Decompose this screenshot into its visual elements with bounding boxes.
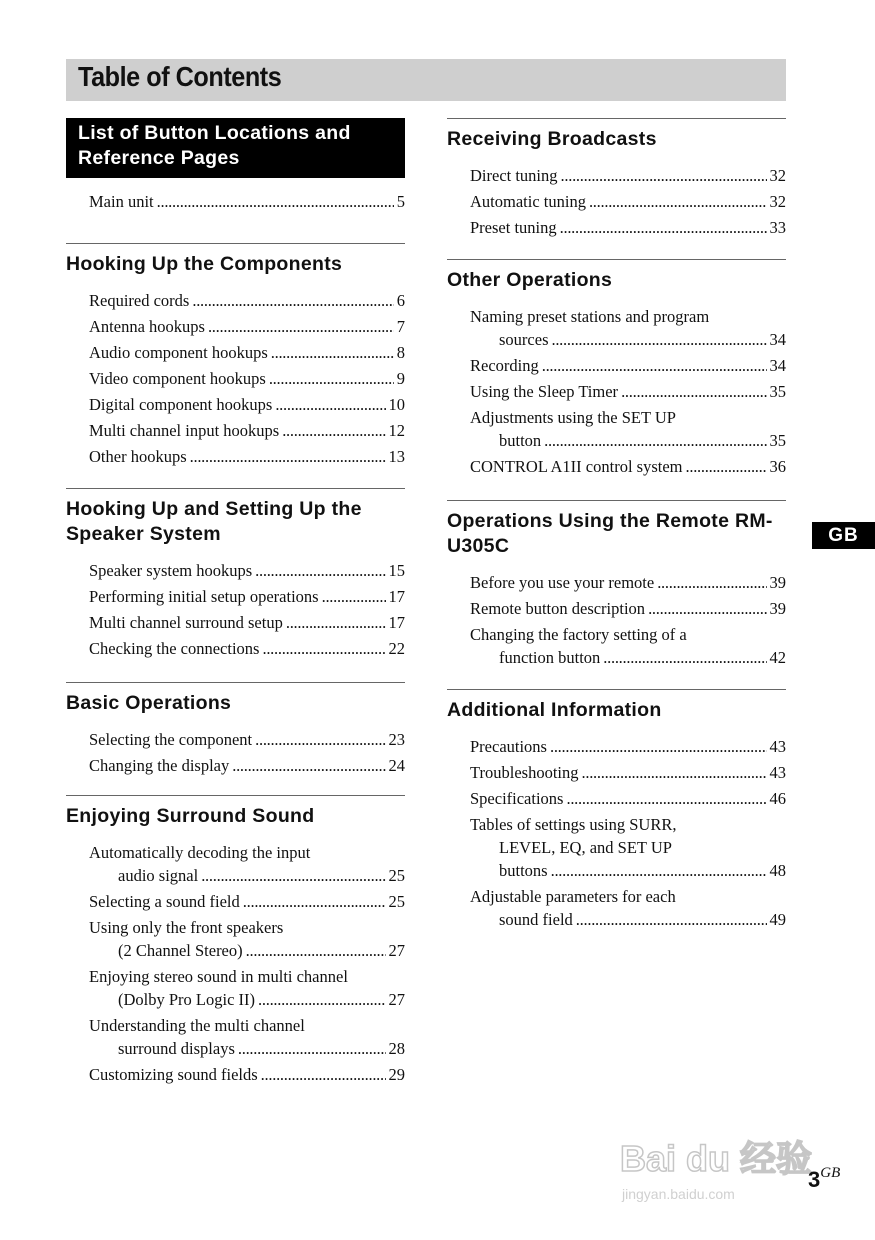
entry-page: 10 xyxy=(388,395,405,414)
section-heading: Receiving Broadcasts xyxy=(447,128,657,150)
entry-title: Selecting a sound field xyxy=(89,892,240,911)
dot-leader xyxy=(255,728,385,751)
entry-list xyxy=(66,829,405,1086)
toc-section xyxy=(447,500,786,669)
entry-list xyxy=(447,559,786,669)
entry-page: 22 xyxy=(388,639,405,658)
entry-continuation xyxy=(470,328,786,351)
watermark-url: jingyan.baidu.com xyxy=(622,1186,735,1202)
section-heading: Other Operations xyxy=(447,269,613,291)
entry-page: 35 xyxy=(769,382,786,401)
entry-page: 46 xyxy=(769,789,786,808)
language-tab: GB xyxy=(812,522,875,549)
dot-leader xyxy=(262,637,385,660)
dot-leader xyxy=(255,559,385,582)
entry-page: 35 xyxy=(769,431,786,450)
toc-entry[interactable] xyxy=(89,190,405,213)
dot-leader xyxy=(589,190,767,213)
toc-entry[interactable] xyxy=(470,164,786,187)
entry-continuation xyxy=(470,429,786,452)
entry-title: Recording xyxy=(470,356,539,375)
entry-page: 6 xyxy=(396,291,405,310)
dot-leader xyxy=(201,864,385,887)
entry-title: Before you use your remote xyxy=(470,573,655,592)
dot-leader xyxy=(238,1037,386,1060)
dot-leader xyxy=(157,190,394,213)
entry-continuation xyxy=(470,646,786,669)
toc-entry[interactable] xyxy=(89,559,405,582)
entry-title: Remote button description xyxy=(470,599,646,618)
section-heading: Basic Operations xyxy=(66,692,232,714)
entry-title-cont: button xyxy=(499,431,542,450)
entry-title: Changing the display xyxy=(89,756,230,775)
entry-title-cont: audio signal xyxy=(118,866,199,885)
dot-leader xyxy=(208,315,394,338)
dot-leader xyxy=(648,597,766,620)
entry-page: 34 xyxy=(769,330,786,349)
toc-entry[interactable] xyxy=(89,728,405,751)
entry-page: 15 xyxy=(388,561,405,580)
entry-page: 9 xyxy=(396,369,405,388)
dot-leader xyxy=(551,328,766,351)
entry-page: 17 xyxy=(388,587,405,606)
toc-entry[interactable] xyxy=(470,813,786,882)
entry-page: 5 xyxy=(396,192,405,211)
entry-list xyxy=(66,547,405,660)
entry-page: 23 xyxy=(388,730,405,749)
entry-page: 27 xyxy=(388,990,405,1009)
entry-title: Speaker system hookups xyxy=(89,561,253,580)
dot-leader xyxy=(243,890,386,913)
dot-leader xyxy=(246,939,386,962)
toc-entry[interactable] xyxy=(470,735,786,758)
entry-list xyxy=(66,277,405,468)
dot-leader xyxy=(576,908,767,931)
toc-section xyxy=(447,259,786,478)
toc-entry[interactable] xyxy=(89,754,405,777)
dot-leader xyxy=(561,164,767,187)
entry-page: 33 xyxy=(769,218,786,237)
toc-entry[interactable] xyxy=(470,380,786,403)
dot-leader xyxy=(542,354,767,377)
entry-list xyxy=(66,178,405,213)
entry-title: Automatic tuning xyxy=(470,192,586,211)
dot-leader xyxy=(582,761,767,784)
section-heading: Hooking Up the Components xyxy=(66,253,343,275)
entry-page: 29 xyxy=(388,1065,405,1084)
entry-page: 49 xyxy=(769,910,786,929)
entry-page: 43 xyxy=(769,737,786,756)
toc-entry[interactable] xyxy=(89,1014,405,1060)
entry-page: 48 xyxy=(769,861,786,880)
dot-leader xyxy=(258,988,385,1011)
section-heading: Enjoying Surround Sound xyxy=(66,805,315,827)
entry-title: Preset tuning xyxy=(470,218,557,237)
entry-title: Performing initial setup operations xyxy=(89,587,319,606)
entry-title: Precautions xyxy=(470,737,547,756)
toc-entry[interactable] xyxy=(89,445,405,468)
entry-title: Automatically decoding the input xyxy=(89,843,311,862)
page-number-suffix: GB xyxy=(820,1165,841,1181)
dot-leader xyxy=(269,367,394,390)
entry-title: Adjustments using the SET UP xyxy=(470,408,676,427)
toc-entry[interactable] xyxy=(470,571,786,594)
right-column xyxy=(447,118,786,934)
toc-entry[interactable] xyxy=(89,965,405,1011)
toc-entry[interactable] xyxy=(470,597,786,620)
toc-section xyxy=(66,682,405,777)
entry-title: CONTROL A1II control system xyxy=(470,457,683,476)
dot-leader xyxy=(261,1063,386,1086)
toc-section xyxy=(66,488,405,660)
entry-title-cont: LEVEL, EQ, and SET UP xyxy=(499,838,672,857)
toc-entry[interactable] xyxy=(89,916,405,962)
toc-section xyxy=(447,689,786,931)
entry-title: Checking the connections xyxy=(89,639,260,658)
entry-title: Required cords xyxy=(89,291,190,310)
toc-entry[interactable] xyxy=(470,305,786,351)
dot-leader xyxy=(286,611,386,634)
toc-section xyxy=(66,118,405,213)
toc-entry[interactable] xyxy=(470,787,786,810)
dot-leader xyxy=(621,380,766,403)
watermark-brand: Bai du 经验 xyxy=(620,1138,813,1179)
entry-continuation xyxy=(89,988,405,1011)
entry-title: Selecting the component xyxy=(89,730,253,749)
dot-leader xyxy=(566,787,766,810)
entry-continuation xyxy=(89,864,405,887)
entry-title: Direct tuning xyxy=(470,166,558,185)
dot-leader xyxy=(551,859,767,882)
entry-title: Using the Sleep Timer xyxy=(470,382,619,401)
dot-leader xyxy=(603,646,766,669)
entry-title: Naming preset stations and program xyxy=(470,307,710,326)
entry-page: 43 xyxy=(769,763,786,782)
entry-title: Multi channel surround setup xyxy=(89,613,283,632)
entry-continuation xyxy=(89,1037,405,1060)
toc-entry[interactable] xyxy=(89,585,405,608)
toc-entry[interactable] xyxy=(89,289,405,312)
section-heading: List of Button Locations and Reference Pages xyxy=(66,118,405,178)
entry-title: Tables of settings using SURR, xyxy=(470,815,677,834)
toc-entry[interactable] xyxy=(89,1063,405,1086)
entry-continuation xyxy=(470,859,786,882)
toc-entry[interactable] xyxy=(470,190,786,213)
entry-title-cont: buttons xyxy=(499,861,548,880)
toc-entry[interactable] xyxy=(89,841,405,887)
dot-leader xyxy=(192,289,393,312)
entry-page: 7 xyxy=(396,317,405,336)
entry-title: Customizing sound fields xyxy=(89,1065,258,1084)
entry-list xyxy=(447,723,786,931)
entry-page: 42 xyxy=(769,648,786,667)
entry-page: 39 xyxy=(769,573,786,592)
toc-entry[interactable] xyxy=(89,890,405,913)
entry-page: 8 xyxy=(396,343,405,362)
entry-title: Other hookups xyxy=(89,447,187,466)
toc-entry[interactable] xyxy=(89,341,405,364)
entry-title-cont: sources xyxy=(499,330,549,349)
dot-leader xyxy=(686,455,767,478)
toc-entry[interactable] xyxy=(89,419,405,442)
section-heading: Hooking Up and Setting Up the Speaker System xyxy=(66,498,362,545)
dot-leader xyxy=(232,754,385,777)
entry-list xyxy=(66,716,405,777)
entry-page: 13 xyxy=(388,447,405,466)
entry-title: Using only the front speakers xyxy=(89,918,284,937)
page-number xyxy=(808,1167,840,1193)
toc-entry[interactable] xyxy=(470,455,786,478)
toc-entry[interactable] xyxy=(89,611,405,634)
dot-leader xyxy=(657,571,766,594)
entry-title: Digital component hookups xyxy=(89,395,273,414)
toc-section xyxy=(66,243,405,468)
entry-list xyxy=(447,293,786,478)
entry-title-cont: function button xyxy=(499,648,601,667)
dot-leader xyxy=(322,585,386,608)
entry-title: Video component hookups xyxy=(89,369,266,388)
entry-page: 17 xyxy=(388,613,405,632)
entry-title: Specifications xyxy=(470,789,564,808)
entry-page: 32 xyxy=(769,166,786,185)
toc-entry[interactable] xyxy=(470,406,786,452)
entry-continuation xyxy=(89,939,405,962)
entry-page: 24 xyxy=(388,756,405,775)
entry-title: Troubleshooting xyxy=(470,763,579,782)
entry-title: Enjoying stereo sound in multi channel xyxy=(89,967,348,986)
dot-leader xyxy=(282,419,385,442)
toc-section xyxy=(66,795,405,1086)
toc-entry[interactable] xyxy=(89,315,405,338)
dot-leader xyxy=(560,216,767,239)
entry-page: 28 xyxy=(388,1039,405,1058)
toc-entry[interactable] xyxy=(470,761,786,784)
entry-page: 32 xyxy=(769,192,786,211)
dot-leader xyxy=(544,429,766,452)
page-title: Table of Contents xyxy=(78,61,282,92)
page-number-value: 3 xyxy=(808,1167,821,1192)
entry-page: 25 xyxy=(388,866,405,885)
entry-title: Understanding the multi channel xyxy=(89,1016,305,1035)
watermark-logo xyxy=(620,1135,825,1205)
toc-section xyxy=(447,118,786,239)
toc-entry[interactable] xyxy=(470,354,786,377)
entry-page: 12 xyxy=(388,421,405,440)
entry-title-cont: surround displays xyxy=(118,1039,235,1058)
title-bar xyxy=(66,59,786,101)
toc-entry[interactable] xyxy=(470,623,786,669)
section-heading: Additional Information xyxy=(447,699,662,721)
entry-title-cont: (2 Channel Stereo) xyxy=(118,941,243,960)
dot-leader xyxy=(271,341,394,364)
entry-title: Changing the factory setting of a xyxy=(470,625,687,644)
toc-entry[interactable] xyxy=(89,637,405,660)
toc-entry[interactable] xyxy=(470,885,786,931)
entry-title: Antenna hookups xyxy=(89,317,205,336)
entry-page: 36 xyxy=(769,457,786,476)
dot-leader xyxy=(190,445,386,468)
entry-page: 34 xyxy=(769,356,786,375)
entry-page: 27 xyxy=(388,941,405,960)
entry-page: 25 xyxy=(388,892,405,911)
entry-title: Multi channel input hookups xyxy=(89,421,280,440)
entry-page: 39 xyxy=(769,599,786,618)
entry-title: Adjustable parameters for each xyxy=(470,887,676,906)
toc-entry[interactable] xyxy=(89,367,405,390)
entry-title: Audio component hookups xyxy=(89,343,268,362)
toc-entry[interactable] xyxy=(470,216,786,239)
dot-leader xyxy=(550,735,767,758)
entry-title: Main unit xyxy=(89,192,154,211)
toc-entry[interactable] xyxy=(89,393,405,416)
dot-leader xyxy=(275,393,385,416)
section-heading: Operations Using the Remote RM-U305C xyxy=(447,510,773,557)
left-column xyxy=(66,118,405,1089)
entry-list xyxy=(447,152,786,239)
entry-title-cont: sound field xyxy=(499,910,573,929)
entry-continuation xyxy=(470,908,786,931)
entry-title-cont: (Dolby Pro Logic II) xyxy=(118,990,256,1009)
